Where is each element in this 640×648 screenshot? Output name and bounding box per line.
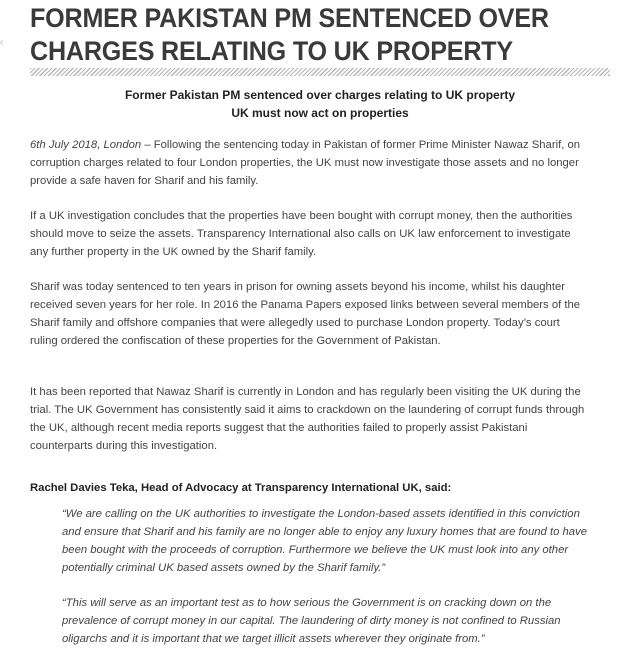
paragraph-2 <box>30 207 590 261</box>
subheadline <box>30 86 610 122</box>
quote-1-text: “We are calling on the UK authorities to investigate the London-based assets identified in this conviction and ensure that Sharif and his family are no longer able to enjoy any luxury homes that are found to have been bought with the proceeds of corruption. Furthermore we believe the UK must look into any other potentially criminal UK based assets owned by the Sharif family.” <box>62 508 588 574</box>
quote-1 <box>62 505 592 577</box>
paragraph-4-text: It has been reported that Nawaz Sharif is currently in London and has regularly been visiting the UK during the trial. The UK Government has consistently said it aims to crackdown on the laundering of corrupt funds through the UK, although recent media reports suggest that the authorities failed to properly assist Pakistani counterparts during this investigation. <box>30 386 585 452</box>
subheadline-line-2: UK must now act on properties <box>231 106 409 120</box>
dateline: 6th July 2018, London <box>30 139 142 151</box>
quote-2-text: “This will serve as an important test as to how serious the Government is on cracking down on the prevalence of corrupt money in our capital. The laundering of dirty money is not confined to Russian oligarchs and it is important that we target illicit assets wherever they originate from.” <box>62 597 561 645</box>
paragraph-3-text: Sharif was today sentenced to ten years in prison for owning assets beyond his income, whilst his daughter received seven years for her role. In 2016 the Panama Papers exposed links between several members of the Sharif family and offshore companies that were allegedly used to purchase London property. Today’s court ruling ordered the confiscation of these properties for the Government of Pakistan. <box>30 281 581 347</box>
hatched-divider <box>30 68 610 76</box>
paragraph-1-text: – Following the sentencing today in Pakistan of former Prime Minister Nawaz Sharif, on corruption charges related to four London properties, the UK must now investigate those assets and no longer provide a safe haven for Sharif and his family. <box>30 139 581 187</box>
paragraph-3 <box>30 278 590 350</box>
speaker-attribution: Rachel Davies Teka, Head of Advocacy at Transparency International UK, said: <box>30 482 452 494</box>
left-edge-arrow-icon: ‹ <box>0 37 4 48</box>
page-title: FORMER PAKISTAN PM SENTENCED OVER CHARGES RELATING TO UK PROPERTY <box>30 3 549 66</box>
paragraph-2-text: If a UK investigation concludes that the properties have been bought with corrupt money, then the authorities should move to seize the assets. Transparency International also calls on UK law enforcement to investigate any further property in the UK owned by the Sharif family. <box>30 210 573 258</box>
paragraph-4 <box>30 383 590 455</box>
paragraph-1 <box>30 136 590 190</box>
subheadline-line-1: Former Pakistan PM sentenced over charges relating to UK property <box>124 88 516 102</box>
